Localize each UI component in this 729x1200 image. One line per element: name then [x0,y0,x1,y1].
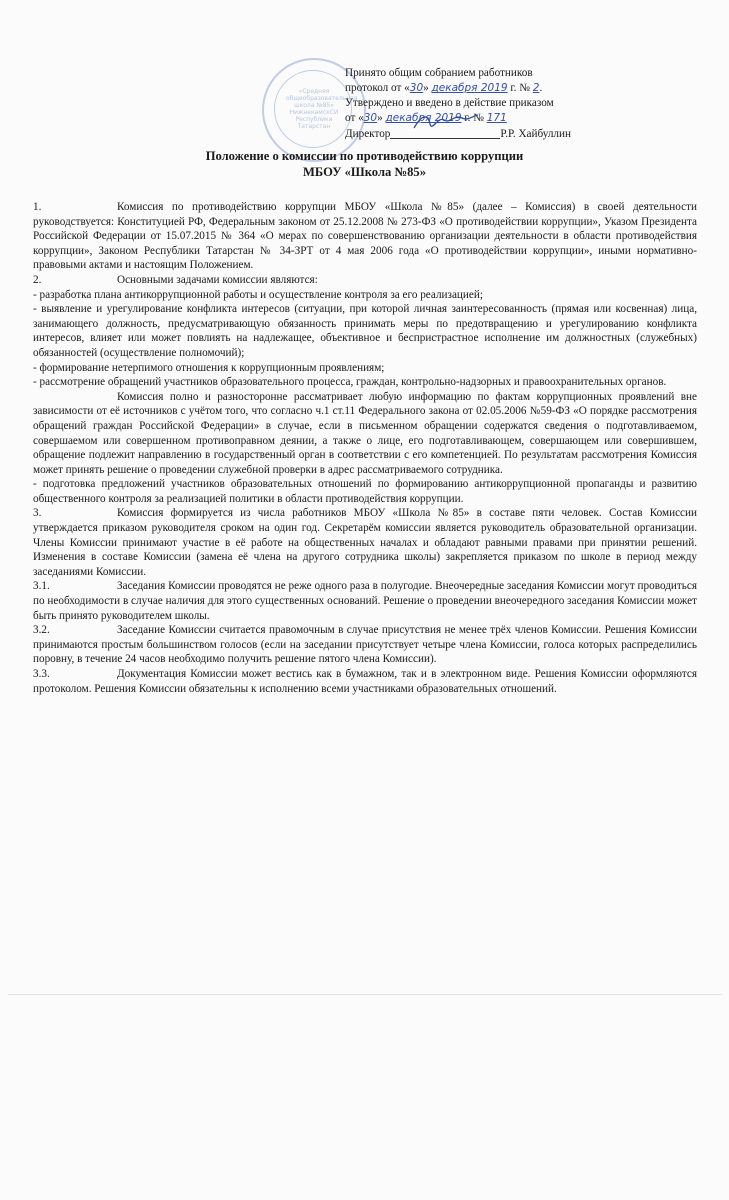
bullet-3: - формирование нетерпимого отношения к коррупционным проявлениям; [33,361,385,374]
approval-block [345,66,705,142]
page-fold-line [8,994,722,995]
approval-line-1: Принято общим собранием работников [345,67,533,79]
seal-text: «Средняя общеобразовательная школа №85» НижнекамскСИ Республики Татарстан [286,88,358,130]
document-title [0,148,729,180]
handwritten-order-number: 171 [486,112,507,124]
paragraph-7: 3.3. Документация Комиссии может вестись как в бумажном, так и в электронном виде. Решения Комиссии оформляются протоколом. Решения Комиссии обязательны к исполнению всеми участниками образовательных отношений. [33,668,697,695]
handwritten-order-date: декабря 2019 [385,112,462,124]
bullet-4: - рассмотрение обращений участников образовательного процесса, граждан, контрольно-надзорных и правоохранительных органов. [33,376,667,389]
title-line-1: Положение о комиссии по противодействию коррупции [205,149,524,163]
bullet-5: - подготовка предложений участников образовательных отношений по формированию антикоррупционной пропаганды и развитию общественного контроля за реализацией политики в области противодействия коррупции. [33,478,697,505]
bullet-1: - разработка плана антикоррупционной работы и осуществление контроля за его реализацией; [33,288,483,301]
approval-line-2: протокол от «30» декабря 2019 г. № 2. [345,82,543,94]
paragraph-3: Комиссия полно и разносторонне рассматривает любую информацию по фактам коррупционных проявлений вне зависимости от её источников с учётом того, что согласно ч.1 ст.11 Федерального закона от 02.05.2006 №59-ФЗ «О порядке рассмотрения обращений граждан Российской Федерации» в случае, если в письменном обращении содержатся сведения о подготавливаемом, совершаемом или совершенном противоправном деянии, а также о лице, его подготавливающем, совершающем или совершившем, обращение подлежит направлению в государственный орган в соответствии с его компетенцией. По результатам рассмотрения Комиссия может принять решение о проведении служебной проверки в адрес рассматриваемого сотрудника. [33,390,697,476]
document-body [33,200,697,696]
title-line-2: МБОУ «Школа №85» [302,165,426,179]
approval-line-3: Утверждено и введено в действие приказом [345,97,554,109]
handwritten-day: 30 [409,82,424,94]
approval-line-4: от «30» декабря 2019 г. № 171 [345,112,507,124]
handwritten-order-day: 30 [363,112,378,124]
handwritten-date: декабря 2019 [431,82,508,94]
bullet-2: - выявление и урегулирование конфликта интересов (ситуации, при которой личная заинтересованность (прямая или косвенная) лица, занимающего должность, предусматривающую обязанность принимать меры по предотвращению и урегулированию конфликта интересов, влияет или может повлиять на надлежащее, объективное и беспристрастное исполнение им должностных (служебных) обязанностей (осуществление полномочий); [33,303,697,359]
paragraph-2: 2. Основными задачами комиссии являются: [33,273,318,286]
paragraph-6: 3.2. Заседание Комиссии считается правомочным в случае присутствия не менее трёх членов Комиссии. Решения Комиссии принимаются простым большинством голосов (если на заседании присутствует четыре члена Комиссии, голоса которых распределились поровну, в течение 24 часов необходимо получить решение пятого члена Комиссии). [33,624,697,666]
paragraph-5: 3.1. Заседания Комиссии проводятся не реже одного раза в полугодие. Внеочередные заседания Комиссии могут проводиться по необходимости в случае наличия для этого существенных оснований. Решение о проведении внеочередного заседания Комиссии может быть принято руководителем школы. [33,580,697,622]
handwritten-protocol-number: 2 [532,82,540,94]
approval-line-5: Директор Р.Р. Хайбуллин [345,128,571,140]
paragraph-4: 3. Комиссия формируется из числа работников МБОУ «Школа №85» в составе пяти человек. Состав Комиссии утверждается приказом руководителя сроком на один год. Секретарём комиссии является руководитель образовательной организации. Члены Комиссии принимают участие в её работе на общественных началах и обладают равными правами при принятии решений. Изменения в составе Комиссии (замена её члена на другого сотрудника школы) закрепляется приказом по школе в период между заседаниями Комиссии. [33,507,697,578]
paragraph-1: 1. Комиссия по противодействию коррупции МБОУ «Школа №85» (далее – Комиссия) в своей деятельности руководствуется: Конституцией РФ, Федеральным законом от 25.12.2008 № 273-ФЗ «О противодействии коррупции», Указом Президента Российской Федерации от 15.07.2015 № 364 «О мерах по совершенствованию организации деятельности в области противодействия коррупции», Законом Республики Татарстан № 34-ЗРТ от 4 мая 2006 года «О противодействии коррупции», иными нормативно-правовыми актами и настоящим Положением. [33,201,697,272]
director-signature [410,110,480,134]
